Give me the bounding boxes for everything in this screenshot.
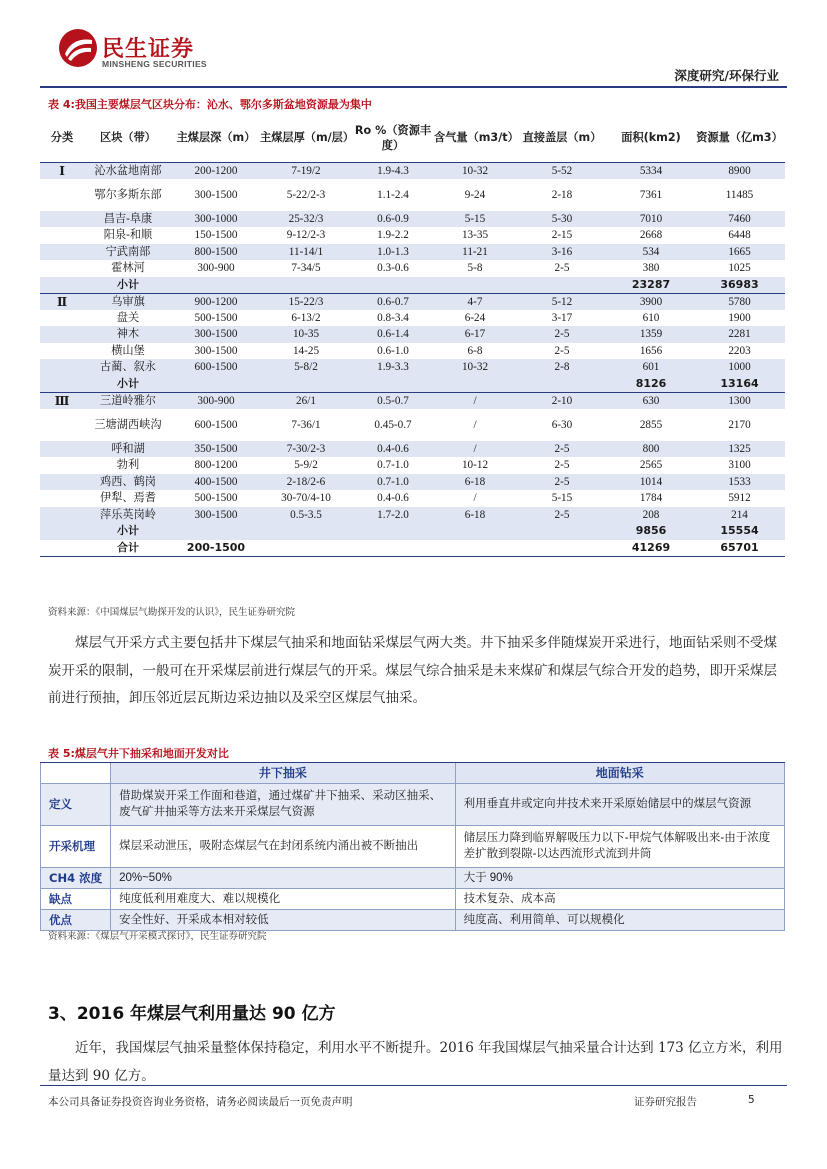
table4-cell: 宁武南部 xyxy=(84,244,172,261)
table4-cell: 0.7-1.0 xyxy=(377,459,409,472)
table4-cell xyxy=(352,277,434,294)
table4-cell: 5-15 xyxy=(551,492,573,505)
table4-cell: 600-1500 xyxy=(172,359,260,376)
table4-cell: 10-32 xyxy=(434,359,516,376)
underground-cell: 借助煤炭开采工作面和巷道，通过煤矿井下抽采、采动区抽采、废气矿井抽采等方法来开采煤层气资源 xyxy=(111,783,456,825)
table4-caption-label: 表 4: xyxy=(48,98,75,111)
mining-comparison-table xyxy=(40,763,785,931)
table4-cell: 2668 xyxy=(639,229,663,242)
table4-cell: / xyxy=(434,441,516,458)
table4-cell xyxy=(434,376,516,393)
table4-cell: 2-10 xyxy=(516,392,608,409)
table5-caption-text: 煤层气井下抽采和地面开发对比 xyxy=(74,747,229,760)
table4-cell: 7-34/5 xyxy=(291,262,321,275)
table4-cell: 1325 xyxy=(694,441,785,458)
table4-cell: 乌审旗 xyxy=(84,293,172,310)
table4-row xyxy=(40,326,785,343)
table4-cell: 6448 xyxy=(728,229,751,242)
underground-cell: 纯度低利用难度大、难以规模化 xyxy=(111,888,456,909)
table4-cell: 1.0-1.3 xyxy=(352,244,434,261)
table4-class-cell xyxy=(40,227,84,244)
table4-cell: 鸡西、鹤岗 xyxy=(84,474,172,491)
body-paragraph xyxy=(48,1035,788,1090)
table4-cell: 伊犁、焉耆 xyxy=(100,492,156,505)
table4-cell: 盘关 xyxy=(116,311,140,324)
table4-cell: 8126 xyxy=(608,376,694,393)
table4-row xyxy=(40,376,785,393)
table4-row xyxy=(40,260,785,277)
table4-cell: 阳泉-和顺 xyxy=(103,229,153,242)
table4-row xyxy=(40,277,785,294)
section-heading: 3、2016 年煤层气利用量达 90 亿方 xyxy=(48,1004,336,1024)
table4-cell xyxy=(260,540,352,557)
table4-class-cell xyxy=(40,490,84,507)
brand-logo xyxy=(58,28,208,76)
table4-cell: 9-12/2-3 xyxy=(286,229,326,242)
table4-cell: 呼和湖 xyxy=(84,441,172,458)
row-label: CH4 浓度 xyxy=(41,867,111,888)
table4-cell: 11485 xyxy=(725,188,754,201)
table4-class-cell: Ⅱ xyxy=(40,293,84,310)
table4-cell: 300-1500 xyxy=(194,344,238,357)
table4-cell: 5-22/2-3 xyxy=(286,188,326,201)
brand-name-en: MINSHENG SECURITIES xyxy=(102,59,207,69)
footer-rule xyxy=(40,1085,787,1086)
table5-caption-label: 表 5: xyxy=(48,747,75,760)
table4-header-cell: 主煤层深（m） xyxy=(172,114,260,162)
table4-row xyxy=(40,392,785,409)
table4-row xyxy=(40,540,785,557)
table4-cell xyxy=(434,540,516,557)
table4-cell: 2-5 xyxy=(554,459,570,472)
table4-cell: 3-16 xyxy=(516,244,608,261)
table4-cell: 2565 xyxy=(639,459,663,472)
table4-header-cell: 含气量（m3/t） xyxy=(434,114,516,162)
table4-class-cell xyxy=(40,540,84,557)
table4-cell: 1.9-2.2 xyxy=(377,229,409,242)
table4-cell: 6-30 xyxy=(551,418,573,431)
table4-cell: 500-1500 xyxy=(194,492,238,505)
table4-cell: 15554 xyxy=(694,523,785,540)
table4-header-cell: 主煤层厚（m/层） xyxy=(260,114,352,162)
table4-header-cell: 面积(km2) xyxy=(608,114,694,162)
table4-cell: 勃利 xyxy=(116,459,140,472)
table4-cell: 1.1-2.4 xyxy=(377,188,409,201)
table4-cell: 沁水盆地南部 xyxy=(84,162,172,179)
table5-row xyxy=(41,909,785,930)
table4-cell: 0.7-1.0 xyxy=(352,474,434,491)
table5-caption xyxy=(48,745,229,761)
table4-row xyxy=(40,507,785,524)
table4-cell: 6-18 xyxy=(434,507,516,524)
table4-cell: 600-1500 xyxy=(194,418,238,431)
table4-cell: 1000 xyxy=(694,359,785,376)
table4-cell: 0.5-3.5 xyxy=(260,507,352,524)
table4-cell: 古蔺、叙永 xyxy=(84,359,172,376)
table4-cell: 2-5 xyxy=(516,326,608,343)
table4-cell: 2170 xyxy=(728,418,751,431)
table4-cell xyxy=(172,523,260,540)
table4-cell: 380 xyxy=(642,262,660,275)
table4-cell: 7361 xyxy=(639,188,663,201)
table4-cell: 10-12 xyxy=(461,459,489,472)
table4-cell: 横山堡 xyxy=(111,344,145,357)
header-rule xyxy=(40,86,787,88)
table4-cell: 鄂尔多斯东部 xyxy=(94,188,162,201)
table4-class-cell xyxy=(40,343,84,360)
table4-cell: 0.3-0.6 xyxy=(377,262,409,275)
table4-cell: 2281 xyxy=(694,326,785,343)
table4-row xyxy=(40,359,785,376)
table4-row xyxy=(40,310,785,327)
table4-cell: 2-15 xyxy=(551,229,573,242)
table4-class-cell xyxy=(40,507,84,524)
table4-row xyxy=(40,244,785,261)
table4-cell: 0.6-0.9 xyxy=(352,211,434,228)
table4-cell: 6-17 xyxy=(434,326,516,343)
table4-cell: 2-8 xyxy=(516,359,608,376)
table4-cell: 7-36/1 xyxy=(291,418,321,431)
table4-cell xyxy=(434,523,516,540)
table4-cell xyxy=(260,523,352,540)
table4-cell: 5780 xyxy=(694,293,785,310)
table4-source: 资料来源：《中国煤层气勘探开发的认识》，民生证券研究院 xyxy=(48,607,296,618)
table4-cell: 15-22/3 xyxy=(260,293,352,310)
table4-cell: 1.9-3.3 xyxy=(352,359,434,376)
table4-class-cell xyxy=(40,277,84,294)
table4-row xyxy=(40,490,785,507)
table4-cell: 0.45-0.7 xyxy=(374,418,412,431)
table4-cell: 昌吉-阜康 xyxy=(84,211,172,228)
table4-cell: 6-24 xyxy=(464,311,486,324)
table5-header-row xyxy=(41,763,785,783)
page-number: 5 xyxy=(748,1094,755,1106)
coalbed-methane-blocks-table xyxy=(40,114,785,557)
table4-row xyxy=(40,227,785,244)
table4-cell: 小计 xyxy=(84,376,172,393)
table4-cell: 601 xyxy=(608,359,694,376)
table4-class-cell xyxy=(40,244,84,261)
surface-cell: 利用垂直井或定向井技术来开采原始储层中的煤层气资源 xyxy=(455,783,784,825)
table4-cell: 0.6-1.0 xyxy=(377,344,409,357)
table4-cell: 400-1500 xyxy=(172,474,260,491)
table5-row xyxy=(41,825,785,867)
table4-cell: 6-8 xyxy=(467,344,483,357)
table4-class-cell xyxy=(40,310,84,327)
table4-cell: 萍乐英岗岭 xyxy=(84,507,172,524)
minsheng-logo-icon xyxy=(58,28,98,68)
body-paragraph xyxy=(48,630,788,713)
table4-cell: 5-15 xyxy=(434,211,516,228)
table4-cell: 2-5 xyxy=(554,262,570,275)
table4-class-cell xyxy=(40,457,84,474)
row-label: 优点 xyxy=(41,909,111,930)
table4-cell: 11-21 xyxy=(434,244,516,261)
table4-cell: 1359 xyxy=(608,326,694,343)
table4-cell: 5-12 xyxy=(516,293,608,310)
table5-source: 资料来源：《煤层气开采模式探讨》，民生证券研究院 xyxy=(48,931,267,942)
table4-cell: 208 xyxy=(608,507,694,524)
table4-cell: 5-30 xyxy=(516,211,608,228)
table4-cell xyxy=(516,540,608,557)
table4-cell: 1.9-4.3 xyxy=(352,162,434,179)
table4-caption xyxy=(48,96,372,112)
table4-cell xyxy=(260,277,352,294)
table4-row xyxy=(40,211,785,228)
table4-cell: 2855 xyxy=(639,418,663,431)
table4-cell: 0.6-0.7 xyxy=(352,293,434,310)
table4-cell: 36983 xyxy=(694,277,785,294)
table4-cell: 2-5 xyxy=(516,441,608,458)
table4-cell: 小计 xyxy=(84,277,172,294)
table4-cell: 350-1500 xyxy=(172,441,260,458)
table4-cell: 5-9/2 xyxy=(294,459,318,472)
table4-cell: 5-8 xyxy=(467,262,483,275)
table4-class-cell xyxy=(40,260,84,277)
table4-cell: 小计 xyxy=(84,523,172,540)
table4-cell: 200-1200 xyxy=(172,162,260,179)
table4-row xyxy=(40,409,785,441)
table4-cell: / xyxy=(473,418,477,431)
table4-cell: 三道岭雅尔 xyxy=(84,392,172,409)
table4-cell: 1533 xyxy=(694,474,785,491)
table4-cell: 800 xyxy=(608,441,694,458)
table4-cell: 3100 xyxy=(728,459,751,472)
table4-cell: 5334 xyxy=(608,162,694,179)
table4-cell: 500-1500 xyxy=(194,311,238,324)
table4-cell: 2-5 xyxy=(516,474,608,491)
table4-cell: 2-18 xyxy=(551,188,573,201)
table5-row xyxy=(41,783,785,825)
table4-cell: 0.6-1.4 xyxy=(352,326,434,343)
table4-cell: 霍林河 xyxy=(111,262,145,275)
table4-cell: 300-1500 xyxy=(172,507,260,524)
table4-cell xyxy=(352,376,434,393)
table4-cell: 10-35 xyxy=(260,326,352,343)
table4-cell: 7460 xyxy=(694,211,785,228)
table4-cell: 3900 xyxy=(608,293,694,310)
footer-disclaimer: 本公司具备证券投资咨询业务资格，请务必阅读最后一页免责声明 xyxy=(48,1096,353,1108)
table4-caption-text: 我国主要煤层气区块分布：沁水、鄂尔多斯盆地资源最为集中 xyxy=(74,98,372,111)
underground-cell: 安全性好、开采成本相对较低 xyxy=(111,909,456,930)
table4-cell: 5-52 xyxy=(516,162,608,179)
table4-cell xyxy=(434,277,516,294)
table4-cell: 0.5-0.7 xyxy=(352,392,434,409)
table4-cell: 630 xyxy=(608,392,694,409)
surface-cell: 储层压力降到临界解吸压力以下-甲烷气体解吸出来-由于浓度差扩散到裂隙-以达西流形式流到井筒 xyxy=(455,825,784,867)
table4-cell: 13-35 xyxy=(461,229,489,242)
table4-cell: 800-1500 xyxy=(172,244,260,261)
table4-cell: / xyxy=(473,492,477,505)
table4-row xyxy=(40,523,785,540)
row-label: 定义 xyxy=(41,783,111,825)
row-label: 开采机理 xyxy=(41,825,111,867)
table4-row xyxy=(40,179,785,211)
table4-cell: 41269 xyxy=(608,540,694,557)
utilization-paragraph: 近年，我国煤层气抽采量整体保持稳定，利用水平不断提升。2016 年我国煤层气抽采量合计达到 173 亿立方米，利用量达到 90 亿方。 xyxy=(48,1040,783,1084)
table4-cell: 1656 xyxy=(639,344,663,357)
table5-header-underground: 井下抽采 xyxy=(111,763,456,783)
table4-cell xyxy=(516,376,608,393)
table4-class-cell xyxy=(40,359,84,376)
table4-cell: 1014 xyxy=(608,474,694,491)
table4-cell: 65701 xyxy=(694,540,785,557)
table4-cell xyxy=(260,376,352,393)
table4-cell: 300-900 xyxy=(172,392,260,409)
table4-cell: 1.7-2.0 xyxy=(352,507,434,524)
table4-header-cell: 区块（带） xyxy=(84,114,172,162)
table4-header-cell: Ro %（资源丰度） xyxy=(352,114,434,162)
table4-cell: 2203 xyxy=(728,344,751,357)
underground-cell: 煤层采动泄压，吸附态煤层气在封闭系统内涌出被不断抽出 xyxy=(111,825,456,867)
table4-class-cell xyxy=(40,376,84,393)
table4-cell xyxy=(352,523,434,540)
table4-class-cell xyxy=(40,409,84,441)
table4-cell: 5-8/2 xyxy=(260,359,352,376)
table4-cell: 2-5 xyxy=(516,507,608,524)
table4-class-cell: Ⅲ xyxy=(40,392,84,409)
table4-cell: 800-1200 xyxy=(194,459,238,472)
table4-cell: 0.8-3.4 xyxy=(377,311,409,324)
table4-cell: 0.4-0.6 xyxy=(377,492,409,505)
footer-report-type: 证券研究报告 xyxy=(634,1096,697,1108)
table4-cell: 2-5 xyxy=(554,344,570,357)
table4-class-cell xyxy=(40,523,84,540)
row-label: 缺点 xyxy=(41,888,111,909)
table4-cell xyxy=(516,523,608,540)
table4-cell xyxy=(172,376,260,393)
table4-cell: 300-1500 xyxy=(172,326,260,343)
brand-name-cn: 民生证券 xyxy=(102,37,195,62)
table4-cell: 150-1500 xyxy=(194,229,238,242)
table4-cell: 610 xyxy=(642,311,660,324)
header-section-label: 深度研究/环保行业 xyxy=(674,68,779,83)
table4-cell: 23287 xyxy=(608,277,694,294)
table4-cell: 1665 xyxy=(694,244,785,261)
table4-cell: 1025 xyxy=(728,262,751,275)
table4-cell: 14-25 xyxy=(292,344,320,357)
table4-cell xyxy=(172,277,260,294)
table4-row xyxy=(40,343,785,360)
table4-cell: 2-18/2-6 xyxy=(260,474,352,491)
table4-cell: 7010 xyxy=(608,211,694,228)
table4-cell xyxy=(516,277,608,294)
table4-cell: 900-1200 xyxy=(172,293,260,310)
table5-header-surface: 地面钻采 xyxy=(455,763,784,783)
table4-cell: 9-24 xyxy=(464,188,486,201)
table4-cell: 1784 xyxy=(639,492,663,505)
table4-class-cell xyxy=(40,326,84,343)
table5-row xyxy=(41,867,785,888)
table4-cell: 8900 xyxy=(694,162,785,179)
table4-row xyxy=(40,293,785,310)
table4-cell: 200-1500 xyxy=(172,540,260,557)
table4-cell: 0.4-0.6 xyxy=(352,441,434,458)
table4-cell xyxy=(352,540,434,557)
table4-cell: 1900 xyxy=(728,311,751,324)
table5-row xyxy=(41,888,785,909)
table4-cell: 30-70/4-10 xyxy=(281,492,331,505)
table4-row xyxy=(40,441,785,458)
table4-header-cell: 资源量（亿m3） xyxy=(694,114,785,162)
table4-cell: 534 xyxy=(608,244,694,261)
table4-cell: 214 xyxy=(694,507,785,524)
table4-class-cell xyxy=(40,211,84,228)
table4-cell: 3-17 xyxy=(551,311,573,324)
table4-row xyxy=(40,162,785,179)
table4-cell: 5912 xyxy=(728,492,751,505)
table4-cell: 6-18 xyxy=(434,474,516,491)
table4-class-cell xyxy=(40,474,84,491)
surface-cell: 技术复杂、成本高 xyxy=(455,888,784,909)
table4-cell: 300-1500 xyxy=(194,188,238,201)
table4-cell: 1300 xyxy=(694,392,785,409)
table4-cell: 26/1 xyxy=(260,392,352,409)
table4-cell: 4-7 xyxy=(434,293,516,310)
table4-cell: 7-30/2-3 xyxy=(260,441,352,458)
underground-cell: 20%~50% xyxy=(111,867,456,888)
table4-row xyxy=(40,474,785,491)
table4-cell: 三塘湖西峡沟 xyxy=(94,418,162,431)
surface-cell: 大于 90% xyxy=(455,867,784,888)
table4-header-row xyxy=(40,114,785,162)
table4-cell: 7-19/2 xyxy=(260,162,352,179)
surface-cell: 纯度高、利用简单、可以规模化 xyxy=(455,909,784,930)
table5-header-blank xyxy=(41,763,111,783)
table4-header-cell: 直接盖层（m） xyxy=(516,114,608,162)
table4-cell: 10-32 xyxy=(434,162,516,179)
table4-cell: 25-32/3 xyxy=(260,211,352,228)
table4-cell: 9856 xyxy=(608,523,694,540)
table4-cell: / xyxy=(434,392,516,409)
table4-cell: 300-1000 xyxy=(172,211,260,228)
table4-cell: 神木 xyxy=(84,326,172,343)
table4-class-cell xyxy=(40,441,84,458)
table4-header-cell: 分类 xyxy=(40,114,84,162)
table4-cell: 11-14/1 xyxy=(260,244,352,261)
table4-class-cell xyxy=(40,179,84,211)
mining-methods-paragraph: 煤层气开采方式主要包括井下煤层气抽采和地面钻采煤层气两大类。井下抽采多伴随煤炭开采进行，地面钻采则不受煤炭开采的限制，一般可在开采煤层前进行煤层气的开采。煤层气综合抽采是未来煤矿和煤层气综合开发的趋势，即开采煤层前进行预抽，卸压邻近层瓦斯边采边抽以及采空区煤层气抽采。 xyxy=(48,635,777,706)
table4-cell: 合计 xyxy=(84,540,172,557)
table4-cell: 6-13/2 xyxy=(291,311,321,324)
table4-cell: 300-900 xyxy=(197,262,235,275)
table4-class-cell: Ⅰ xyxy=(40,162,84,179)
table4-row xyxy=(40,457,785,474)
table4-cell: 13164 xyxy=(694,376,785,393)
